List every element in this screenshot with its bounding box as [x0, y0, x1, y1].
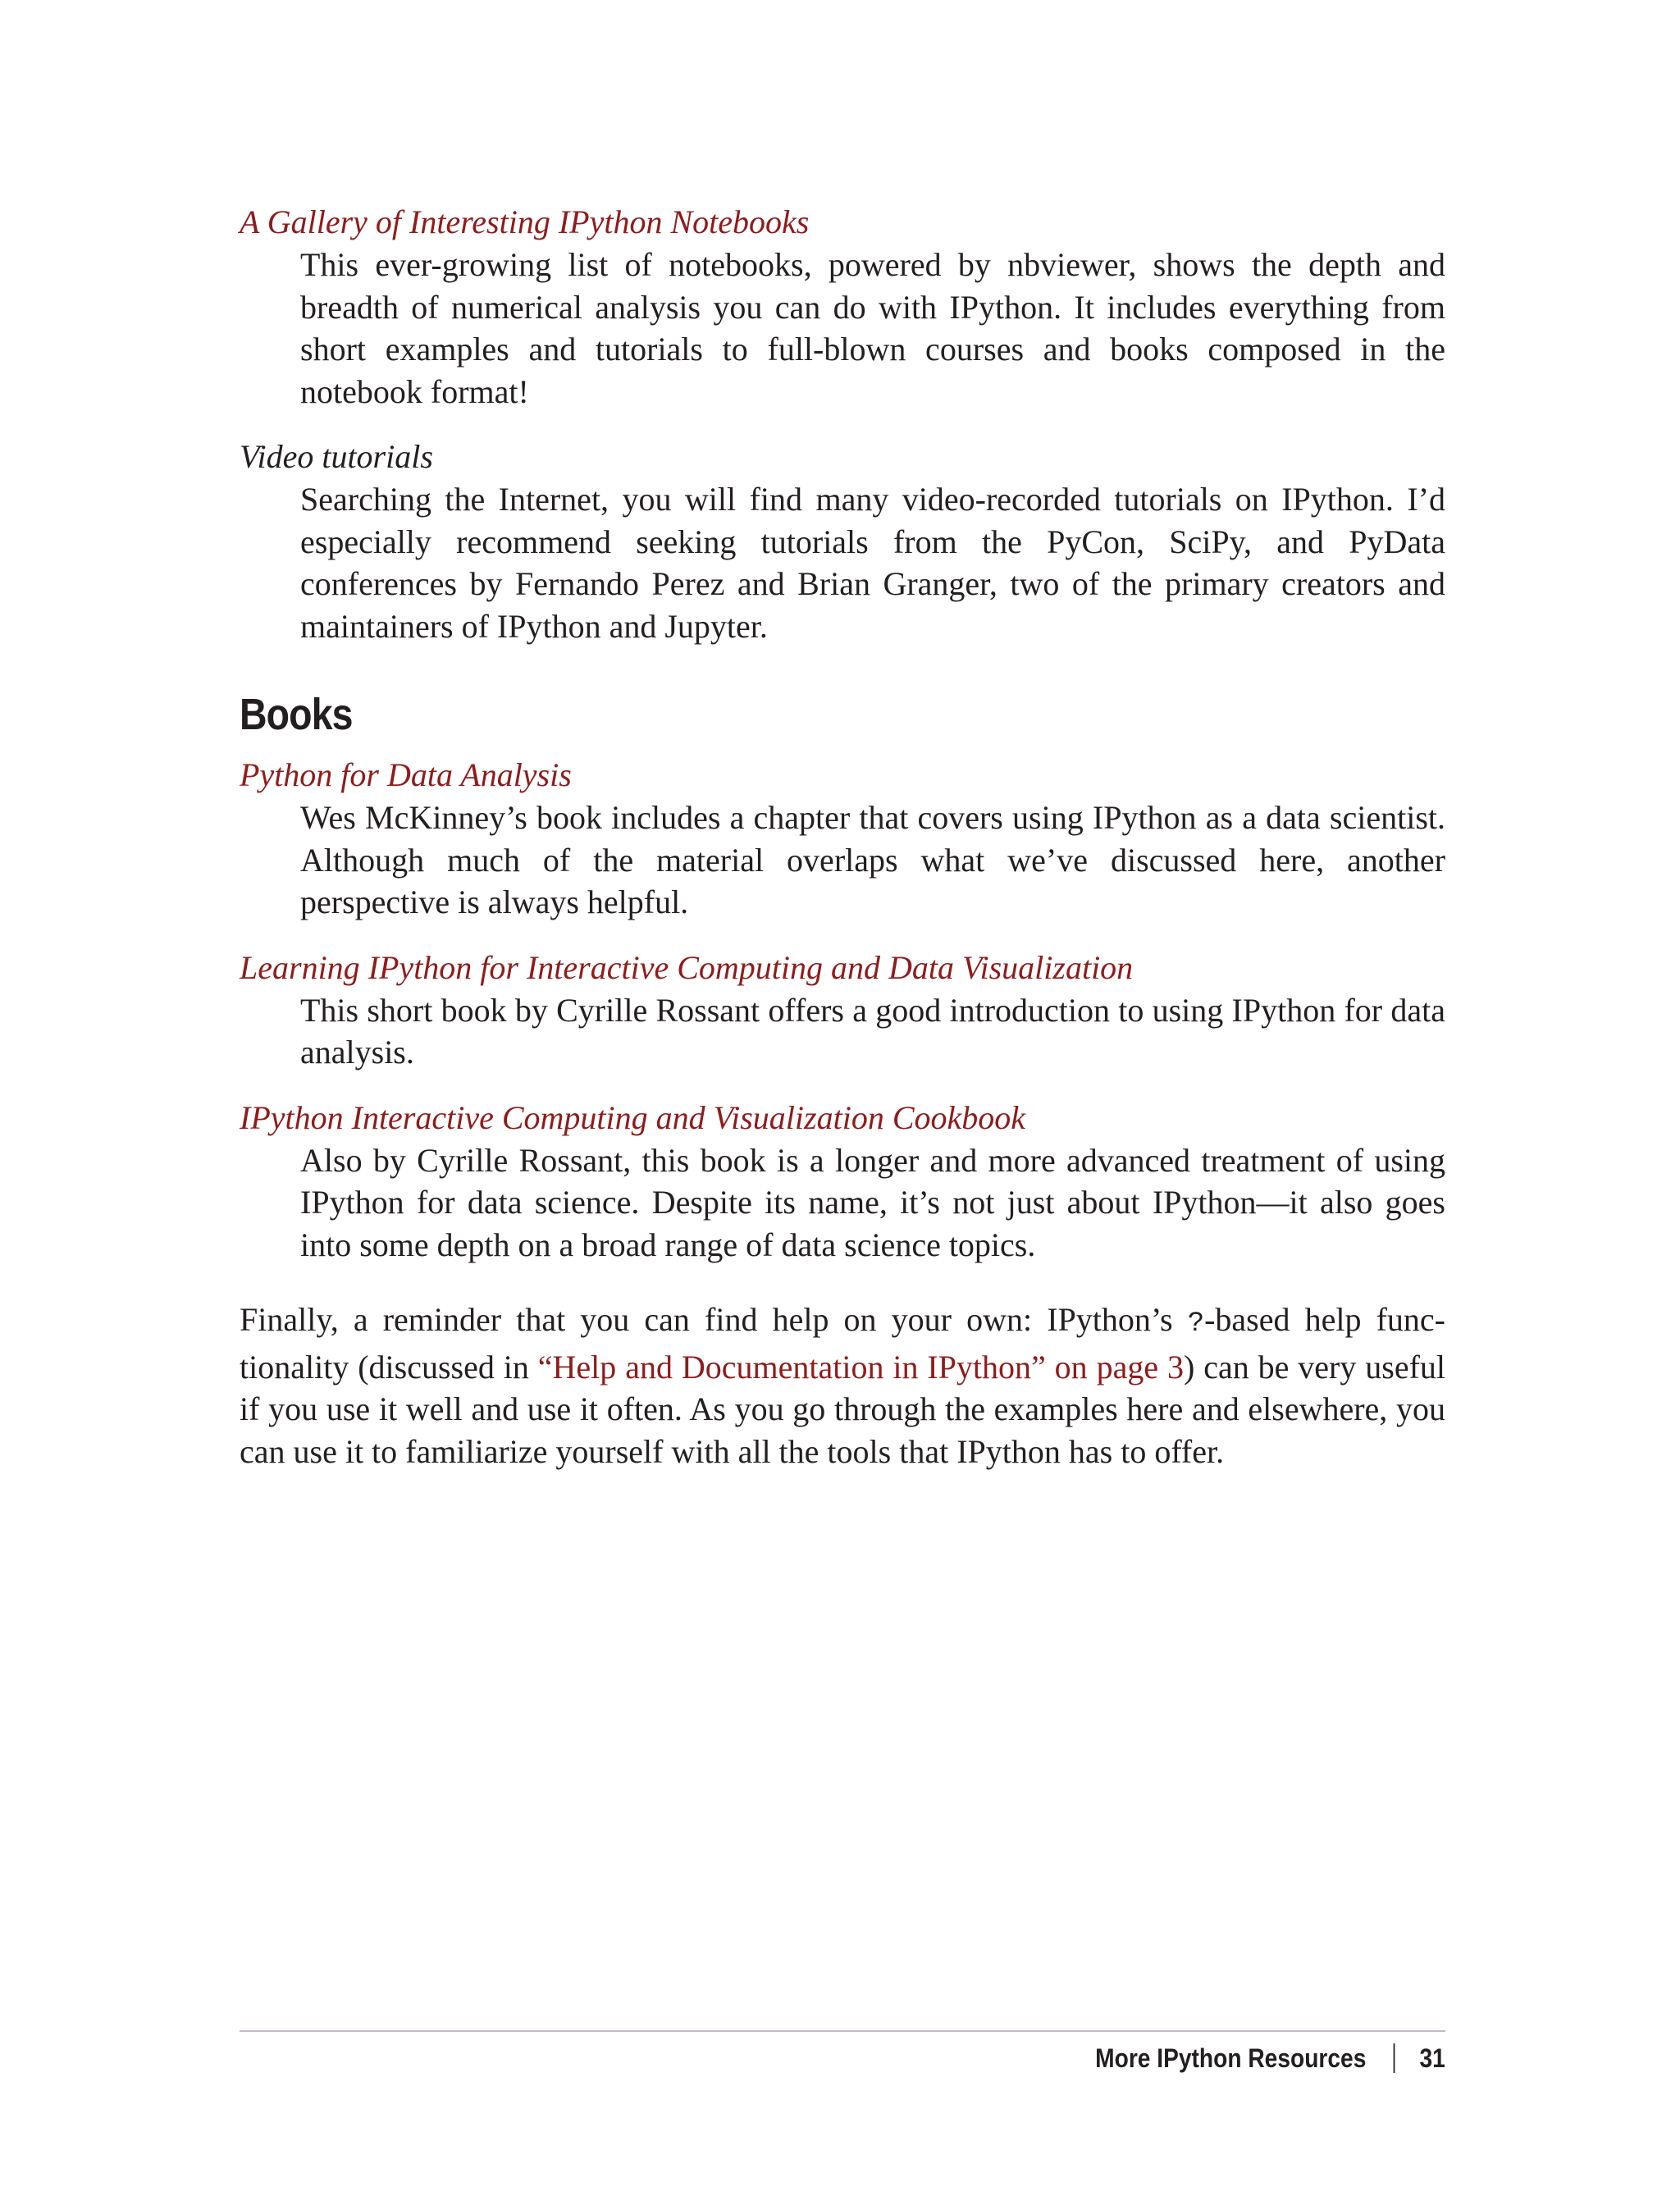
- resource-link-gallery[interactable]: A Gallery of Interesting IPython Notebooks: [240, 203, 810, 240]
- closing-text-1: Finally, a reminder that you can find help on your own: IPython’s: [240, 1301, 1188, 1338]
- help-operator-code: ?: [1187, 1308, 1205, 1340]
- book-entry-learning-ipython: [240, 947, 1445, 1074]
- resource-entry-gallery: [240, 201, 1445, 413]
- closing-text-3: ) can be very useful if you use it well and use it often. As you go through the examples here and elsewhere, you can use it to familiarize yourself with all the tools that IPython has to offer.: [240, 1348, 1446, 1470]
- book-description-ipython-cookbook: Also by Cyrille Rossant, this book is a longer and more advanced treatment of using IPython for data science. Despite its name, it’s not just about IPython—it also goes into some depth on a broad range of data science topics.: [300, 1141, 1445, 1263]
- book-description-python-data-analysis: Wes McKinney’s book includes a chapter that covers using IPython as a data scientist. Although much of the material overlaps what we’ve discussed here, another perspective is always helpful.: [300, 799, 1445, 920]
- book-link-python-data-analysis[interactable]: Python for Data Analysis: [240, 756, 572, 793]
- closing-text-2: -based help functionality (discussed in: [240, 1301, 1445, 1386]
- page-content: [240, 201, 1445, 1472]
- book-entry-python-data-analysis: [240, 754, 1445, 924]
- page-number: 31: [1419, 2043, 1445, 2073]
- footer-separator: [1394, 2043, 1395, 2073]
- section-heading-books: Books: [240, 690, 353, 739]
- footer-section-title: More IPython Resources: [1095, 2043, 1367, 2073]
- resource-entry-video-tutorials: [240, 436, 1445, 647]
- help-documentation-link[interactable]: “Help and Documentation in IPython” on page 3: [537, 1348, 1184, 1386]
- book-link-ipython-cookbook[interactable]: IPython Interactive Computing and Visualization Cookbook: [240, 1098, 1026, 1136]
- book-link-learning-ipython[interactable]: Learning IPython for Interactive Computing and Data Visualization: [240, 948, 1134, 986]
- resource-description-gallery: This ever-growing list of notebooks, powered by nbviewer, shows the depth and breadth of numerical analysis you can do with IPython. It includes everything from short examples and tutorials to full-blown courses and books composed in the notebook format!: [300, 246, 1445, 410]
- resource-description-video-tutorials: Searching the Internet, you will find many video-recorded tutorials on IPython. I’d especially recommend seeking tutorials from the PyCon, SciPy, and PyData conferences by Fernando Perez and Brian Granger, two of the primary creators and maintainers of IPython and Jupyter.: [300, 481, 1445, 645]
- page-footer: [1095, 2040, 1445, 2076]
- footer-rule: [240, 2030, 1445, 2032]
- book-description-learning-ipython: This short book by Cyrille Rossant offers a good introduction to using IPython for data analysis.: [300, 991, 1445, 1071]
- book-entry-ipython-cookbook: [240, 1097, 1445, 1267]
- closing-paragraph: [240, 1299, 1445, 1472]
- resource-term-video-tutorials: Video tutorials: [240, 438, 433, 475]
